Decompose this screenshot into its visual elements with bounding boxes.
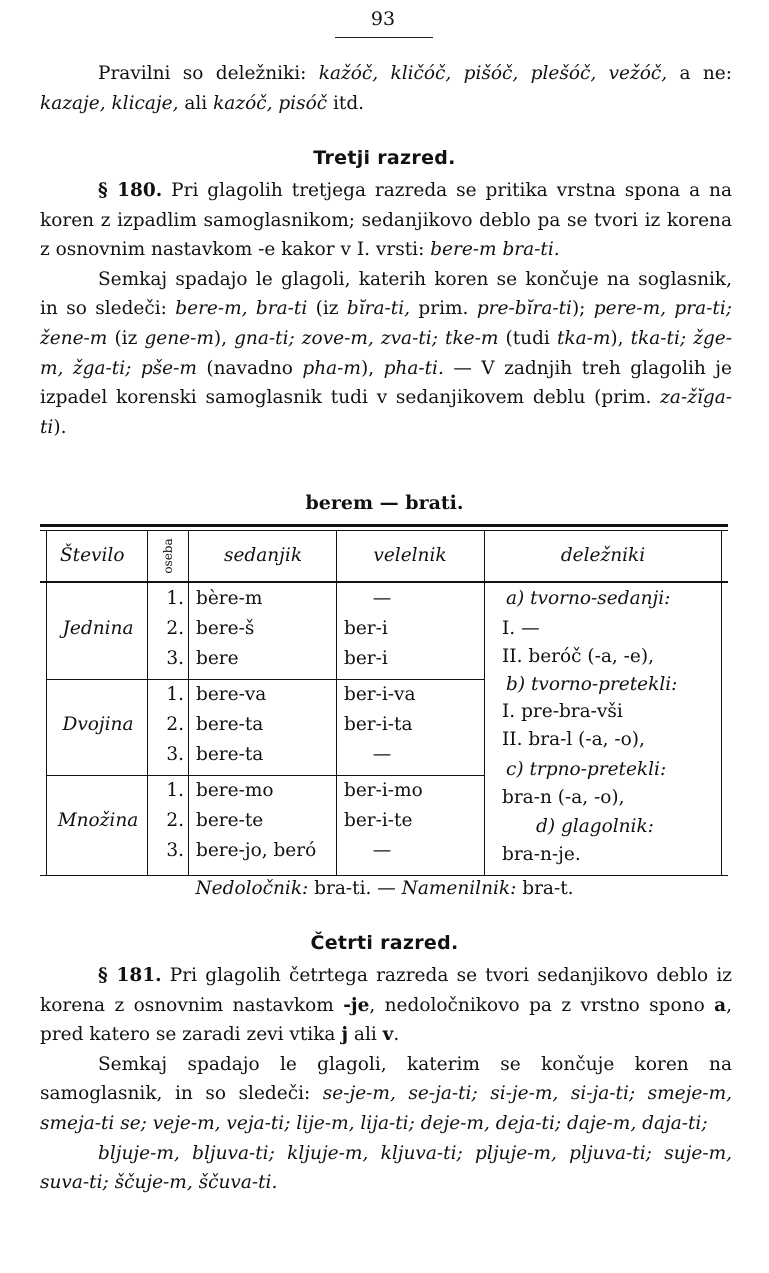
velelnik-form: ber-i-va bbox=[344, 684, 416, 705]
sedanjik-form: bere bbox=[196, 648, 239, 669]
group-sep-1 bbox=[46, 679, 484, 680]
deleznik-form: bra-n-je. bbox=[502, 844, 581, 865]
left-border bbox=[46, 530, 47, 876]
sedanjik-form: bère-m bbox=[196, 588, 263, 609]
col-sep-4 bbox=[484, 530, 485, 876]
sedanjik-form: bere-va bbox=[196, 684, 267, 705]
section-181 bbox=[40, 961, 732, 1198]
person-number: 1. bbox=[166, 780, 184, 801]
conjugation-table bbox=[40, 524, 728, 876]
group-name: Dvojina bbox=[62, 714, 134, 735]
deleznik-form: bra-n (-a, -o), bbox=[502, 787, 625, 808]
col-sep-2 bbox=[188, 530, 189, 876]
velelnik-form: ber-i-mo bbox=[344, 780, 423, 801]
deleznik-category: c) trpno-pretekli: bbox=[506, 759, 667, 780]
person-number: 1. bbox=[166, 684, 184, 705]
col-sep-1 bbox=[147, 530, 148, 876]
person-number: 2. bbox=[166, 810, 184, 831]
section-181-list-2: bljuje-m, bljuva-ti; kljuje-m, kljuva-ti; pljuje-m, pljuva-ti; suje-m, suva-ti; ščuje-m, ščuva-ti. bbox=[40, 1142, 732, 1194]
right-border bbox=[721, 530, 722, 876]
person-number: 1. bbox=[166, 588, 184, 609]
sedanjik-form: bere-š bbox=[196, 618, 255, 639]
header-delezniki: deležniki bbox=[560, 545, 646, 566]
section-181-text: § 181. Pri glagolih četrtega razreda se tvori sedanjikovo deblo iz korena z osnovnim nastavkom -je, nedoločnikovo pa z vrstno spono a, pred katero se zaradi zevi vtika j ali v. bbox=[40, 965, 732, 1046]
person-number: 3. bbox=[166, 744, 184, 765]
velelnik-form: ber-i-te bbox=[344, 810, 413, 831]
sedanjik-form: bere-mo bbox=[196, 780, 274, 801]
table-top-rule-thin bbox=[40, 530, 728, 531]
sedanjik-form: bere-ta bbox=[196, 714, 264, 735]
heading-cetrti-razred: Četrti razred. bbox=[310, 932, 459, 954]
sedanjik-form: bere-te bbox=[196, 810, 264, 831]
section-180-list: Semkaj spadajo le glagoli, katerih koren se končuje na soglasnik, in so sledeči: bere-m, bra-ti (iz bĭra-ti, prim. pre-bĭra-ti); pere-m, pra-ti; žene-m (iz gene-m), gna-ti; zove-m, zva-ti; tke-m (tudi tka-m), tka-ti; žge-m, žga-ti; pše-m (navadno pha-m), pha-ti. — V zadnjih treh glagolih je izpadel korenski samoglasnik tudi v sedanjikovem deblu (prim. za-žĭga-ti). bbox=[40, 268, 733, 438]
deleznik-form: II. bra-l (-a, -o), bbox=[502, 729, 645, 750]
header-velelnik: velelnik bbox=[373, 545, 447, 566]
col-sep-3 bbox=[336, 530, 337, 876]
group-sep-2 bbox=[46, 775, 484, 776]
table-title: berem — brati. bbox=[305, 492, 464, 514]
sedanjik-form: bere-ta bbox=[196, 744, 264, 765]
deleznik-form: I. pre-bra-vši bbox=[502, 701, 623, 722]
intro-text: Pravilni so deležniki: kažóč, kličóč, pišóč, plešóč, vežóč, a ne: kazaje, klicaje, ali kazóč, pisóč itd. bbox=[40, 63, 732, 114]
deleznik-category: a) tvorno-sedanji: bbox=[506, 588, 671, 609]
section-180 bbox=[40, 176, 732, 442]
header-sedanjik: sedanjik bbox=[223, 545, 303, 566]
sedanjik-form: bere-jo, beró bbox=[196, 840, 317, 861]
person-number: 3. bbox=[166, 648, 184, 669]
velelnik-form: ber-i bbox=[344, 648, 388, 669]
velelnik-form: — bbox=[372, 744, 392, 765]
table-footnote: Nedoločnik: bra-ti. — Namenilnik: bra-t. bbox=[195, 878, 574, 899]
heading-tretji-razred: Tretji razred. bbox=[313, 147, 456, 169]
table-top-rule bbox=[40, 524, 728, 527]
page-number: 93 bbox=[370, 8, 396, 30]
header-bottom-rule bbox=[40, 581, 728, 583]
table-bottom-rule bbox=[40, 875, 728, 876]
page-number-rule bbox=[335, 37, 433, 38]
group-name: Množina bbox=[57, 810, 139, 831]
deleznik-category: d) glagolnik: bbox=[536, 816, 654, 837]
deleznik-form: II. beróč (-a, -e), bbox=[502, 646, 654, 667]
group-name: Jednina bbox=[62, 618, 134, 639]
deleznik-category: b) tvorno-pretekli: bbox=[506, 674, 678, 695]
section-180-text: § 180. Pri glagolih tretjega razreda se pritika vrstna spona a na koren z izpadlim samoglasnikom; sedanjikovo deblo pa se tvori iz korena z osnovnim nastavkom -e kakor v I. vrsti: bere-m bra-ti. bbox=[40, 180, 732, 261]
section-181-list: Semkaj spadajo le glagoli, katerim se končuje koren na samoglasnik, in so sledeči: se-je-m, se-ja-ti; si-je-m, si-ja-ti; smeje-m, smeja-ti se; veje-m, veja-ti; lije-m, lija-ti; deje-m, deja-ti; daje-m, daja-ti; bbox=[40, 1053, 732, 1134]
velelnik-form: ber-i bbox=[344, 618, 388, 639]
header-oseba: oseba bbox=[161, 538, 175, 574]
person-number: 2. bbox=[166, 618, 184, 639]
person-number: 3. bbox=[166, 840, 184, 861]
velelnik-form: ber-i-ta bbox=[344, 714, 413, 735]
intro-paragraph bbox=[40, 59, 732, 118]
velelnik-form: — bbox=[372, 588, 392, 609]
person-number: 2. bbox=[166, 714, 184, 735]
header-stevilo: Število bbox=[60, 545, 125, 566]
deleznik-form: I. — bbox=[502, 618, 540, 639]
velelnik-form: — bbox=[372, 840, 392, 861]
